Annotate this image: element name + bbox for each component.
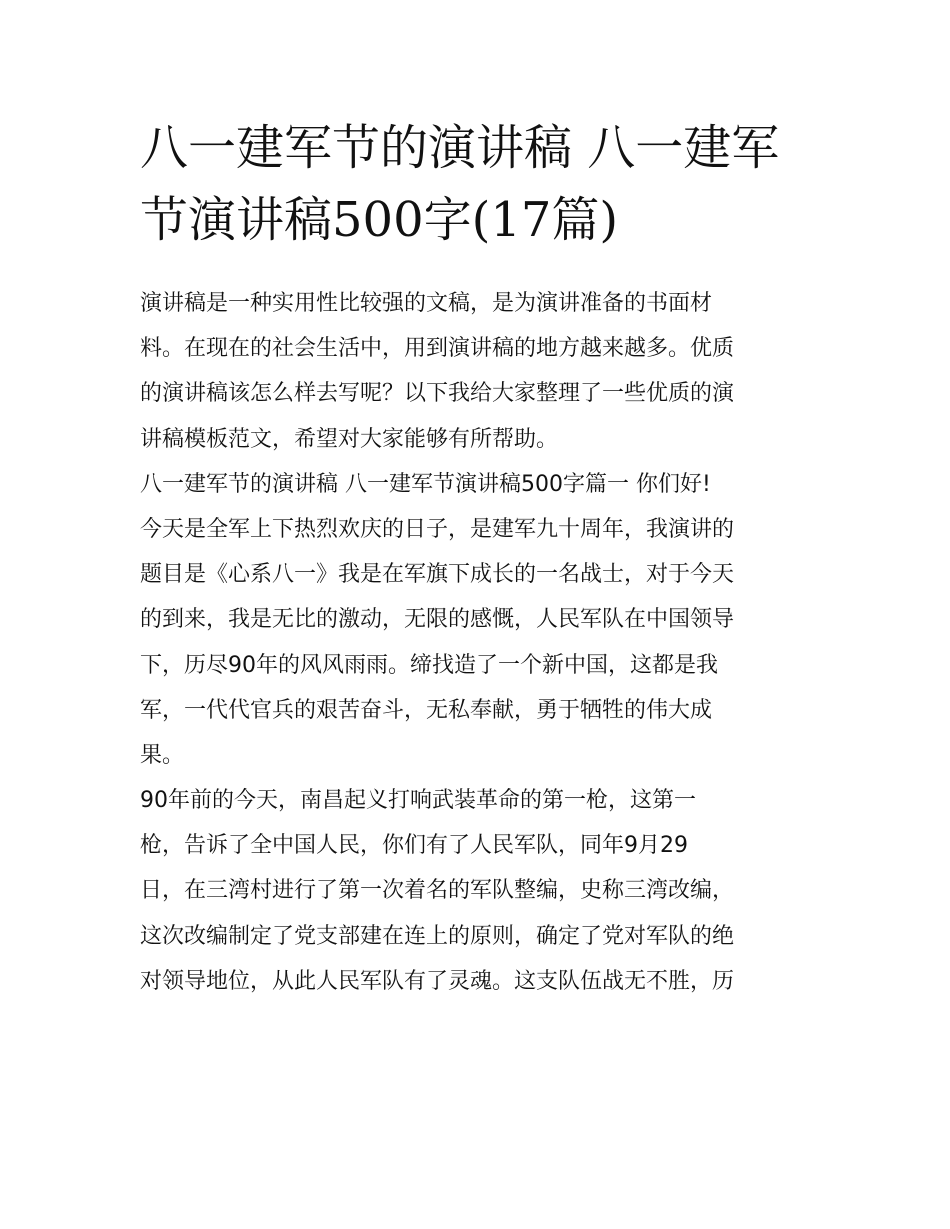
- body-line: 料。在现在的社会生活中，用到演讲稿的地方越来越多。优质: [140, 336, 735, 362]
- body-line: 军，一代代官兵的艰苦奋斗，无私奉献，勇于牺牲的伟大成: [140, 697, 713, 723]
- body-line: 对领导地位，从此人民军队有了灵魂。这支队伍战无不胜，历: [140, 968, 735, 994]
- title-line-2: 节演讲稿500字(17篇): [140, 192, 619, 248]
- body-line: 果。: [140, 742, 185, 768]
- body-line: 日，在三湾村进行了第一次着名的军队整编，史称三湾改编，: [140, 878, 735, 904]
- body-line: 八一建军节的演讲稿 八一建军节演讲稿500字篇一 你们好!: [140, 471, 711, 497]
- body-line: 讲稿模板范文，希望对大家能够有所帮助。: [140, 426, 559, 452]
- title-line-1: 八一建军节的演讲稿 八一建军: [140, 120, 780, 176]
- body-line: 题目是《心系八一》我是在军旗下成长的一名战士，对于今天: [140, 562, 735, 588]
- body-line: 今天是全军上下热烈欢庆的日子，是建军九十周年，我演讲的: [140, 516, 735, 542]
- body-line: 下，历尽90年的风风雨雨。缔找造了一个新中国，这都是我: [140, 652, 718, 678]
- body-line: 演讲稿是一种实用性比较强的文稿，是为演讲准备的书面材: [140, 291, 713, 316]
- body-line: 这次改编制定了党支部建在连上的原则，确定了党对军队的绝: [140, 923, 735, 949]
- document-body: [140, 281, 830, 1004]
- body-line: 的演讲稿该怎么样去写呢？以下我给大家整理了一些优质的演: [140, 381, 735, 407]
- document-title: [140, 112, 820, 256]
- body-line: 90年前的今天，南昌起义打响武装革命的第一枪，这第一: [140, 788, 696, 814]
- body-line: 的到来，我是无比的激动，无限的感慨，人民军队在中国领导: [140, 607, 735, 633]
- body-line: 枪，告诉了全中国人民，你们有了人民军队，同年9月29: [140, 833, 688, 859]
